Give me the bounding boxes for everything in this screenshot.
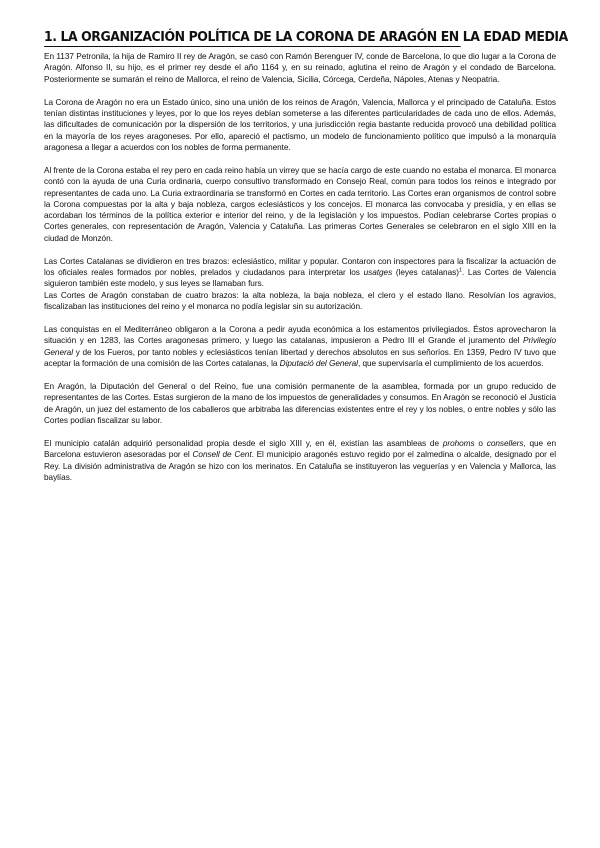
paragraph-diputacion: En Aragón, la Diputación del General o del Reino, fue una comisión permanente de la asamblea, formada por un grupo reducido de representantes de las Cortes. Estas surgieron de la mano de los impuestos de generalidades y consumos. En Aragón se reconoció el Justicia de Aragón, un juez del estamento de los caballeros que arbitraba las diferencias existentes entre el rey y los nobles, o entre nobles y sólo las Cortes podían fiscalizar su labor. <box>44 382 556 425</box>
italic-term-diputacio: Diputació del General <box>279 358 358 368</box>
italic-term-prohoms: prohoms <box>442 439 475 448</box>
paragraph-cortes-aragon: Las Cortes de Aragón constaban de cuatro brazos: la alta nobleza, la baja nobleza, el clero y el estado llano. Resolvían los agravios, fiscalizaban las instituciones del reino y el monarca no podía legislar sin su autorización. <box>44 290 556 311</box>
text-span: y de los Fueros, por tanto nobles y eclesiásticos tenían libertad y derechos absolutos en sus señoríos. En 1359, Pedro IV tuvo que aceptar la formación de una comisión de las Cortes catalanas, la <box>44 347 556 368</box>
text-span: o <box>474 439 487 448</box>
document-title: 1. LA ORGANIZACIÓN POLÍTICA DE LA CORONA DE ARAGÓN EN LA EDAD MEDIA <box>44 30 568 45</box>
paragraph-municipio <box>44 438 556 483</box>
italic-term-privilegio-general: Privilegio General <box>44 336 556 357</box>
paragraph-origins: En 1137 Petronila, la hija de Ramiro II rey de Aragón, se casó con Ramón Berenguer IV, conde de Barcelona, lo que dio lugar a la Corona de Aragón. Alfonso II, su hijo, es el primer rey desde el año 1164 y, en su reinado, aglutina el reino de Aragón y el condado de Barcelona. Posteriormente se sumarán el reino de Mallorca, el reino de Valencia, Sicilia, Córcega, Cerdeña, Nápoles, Atenas y Neopatria. <box>44 52 556 84</box>
text-span: (leyes catalanas) <box>392 268 459 277</box>
paragraph-conquistas <box>44 324 556 369</box>
footnote-marker: 1 <box>458 267 462 274</box>
text-span: . Las Cortes de Valencia siguieron también este modelo, y sus leyes se llamaban furs. <box>44 268 556 289</box>
text-span: , que supervisaría el cumplimiento de los acuerdos. <box>357 358 544 368</box>
paragraph-cortes: Al frente de la Corona estaba el rey pero en cada reino había un virrey que se hacía cargo de este cuando no estaba el monarca. El monarca contó con la ayuda de una Curia ordinaria, cuerpo consultivo transformado en Consejo Real, común para todos los reinos e integrado por representantes de cada uno. La Curia extraordinaria se transformó en Cortes en cada territorio. Las Cortes eran organismos de control sobre la Corona compuestas por la alta y baja nobleza, cargos eclesiásticos y los concejos. El monarca las convocaba y presidía, y en ellas se acordaban los términos de la política exterior e interior del reino, y de la legislación y los impuestos. Podían celebrarse Cortes propias o Cortes generales, con representación de Aragón, Valencia y Cataluña. Las primeras Cortes Generales se celebraron en el siglo XIII en la ciudad de Monzón. <box>44 166 556 243</box>
text-span: , que en Barcelona estuvieron asesoradas por el <box>44 439 556 460</box>
text-span: Las conquistas en el Mediterráneo obligaron a la Corona a pedir ayuda económica a los estamentos privilegiados. Éstos aprovecharon la situación y en 1283, las Cortes aragonesas primero, y luego las catalanas, impusieron a Pedro III el Grande el juramento del <box>44 325 556 346</box>
italic-term-usatges: usatges <box>363 268 393 277</box>
text-span: El municipio catalán adquirió personalidad propia desde el siglo XIII y, en él, existían las asambleas de <box>44 439 443 448</box>
paragraph-pactismo: La Corona de Aragón no era un Estado único, sino una unión de los reinos de Aragón, Valencia, Mallorca y el principado de Cataluña. Estos tenían distintas instituciones y leyes, por lo que los reyes debían someterse a las diferentes particularidades de cada uno de ellos. Además, las dificultades de comunicación por la dispersión de los territorios, y una jurisdicción regia bastante reducida provocó una debilidad política en la mayoría de los reyes aragoneses. Por ello, apareció el pactismo, un modelo de funcionamiento político que impulsó a la monarquía aragonesa a llegar a acuerdos con los nobles de forma permanente. <box>44 97 556 152</box>
italic-term-consell-de-cent: Consell de Cent <box>192 450 252 460</box>
paragraph-cortes-catalanas <box>44 256 556 290</box>
text-span: . El municipio aragonés estuvo regido por el zalmedina o alcalde, designado por el Rey. La división administrativa de Aragón se hizo con los merinatos. En Cataluña se instituyeron las veguerías y en Valencia y Mallorca, las baylías. <box>44 450 556 482</box>
italic-term-consellers: consellers <box>486 439 524 448</box>
text-span: Las Cortes Catalanas se dividieron en tres brazos: eclesiástico, militar y popular. Contaron con inspectores para la fiscalizar la actuación de los oficiales reales formados por nobles, prelados y ciudadanos para interpretar los <box>44 256 556 277</box>
